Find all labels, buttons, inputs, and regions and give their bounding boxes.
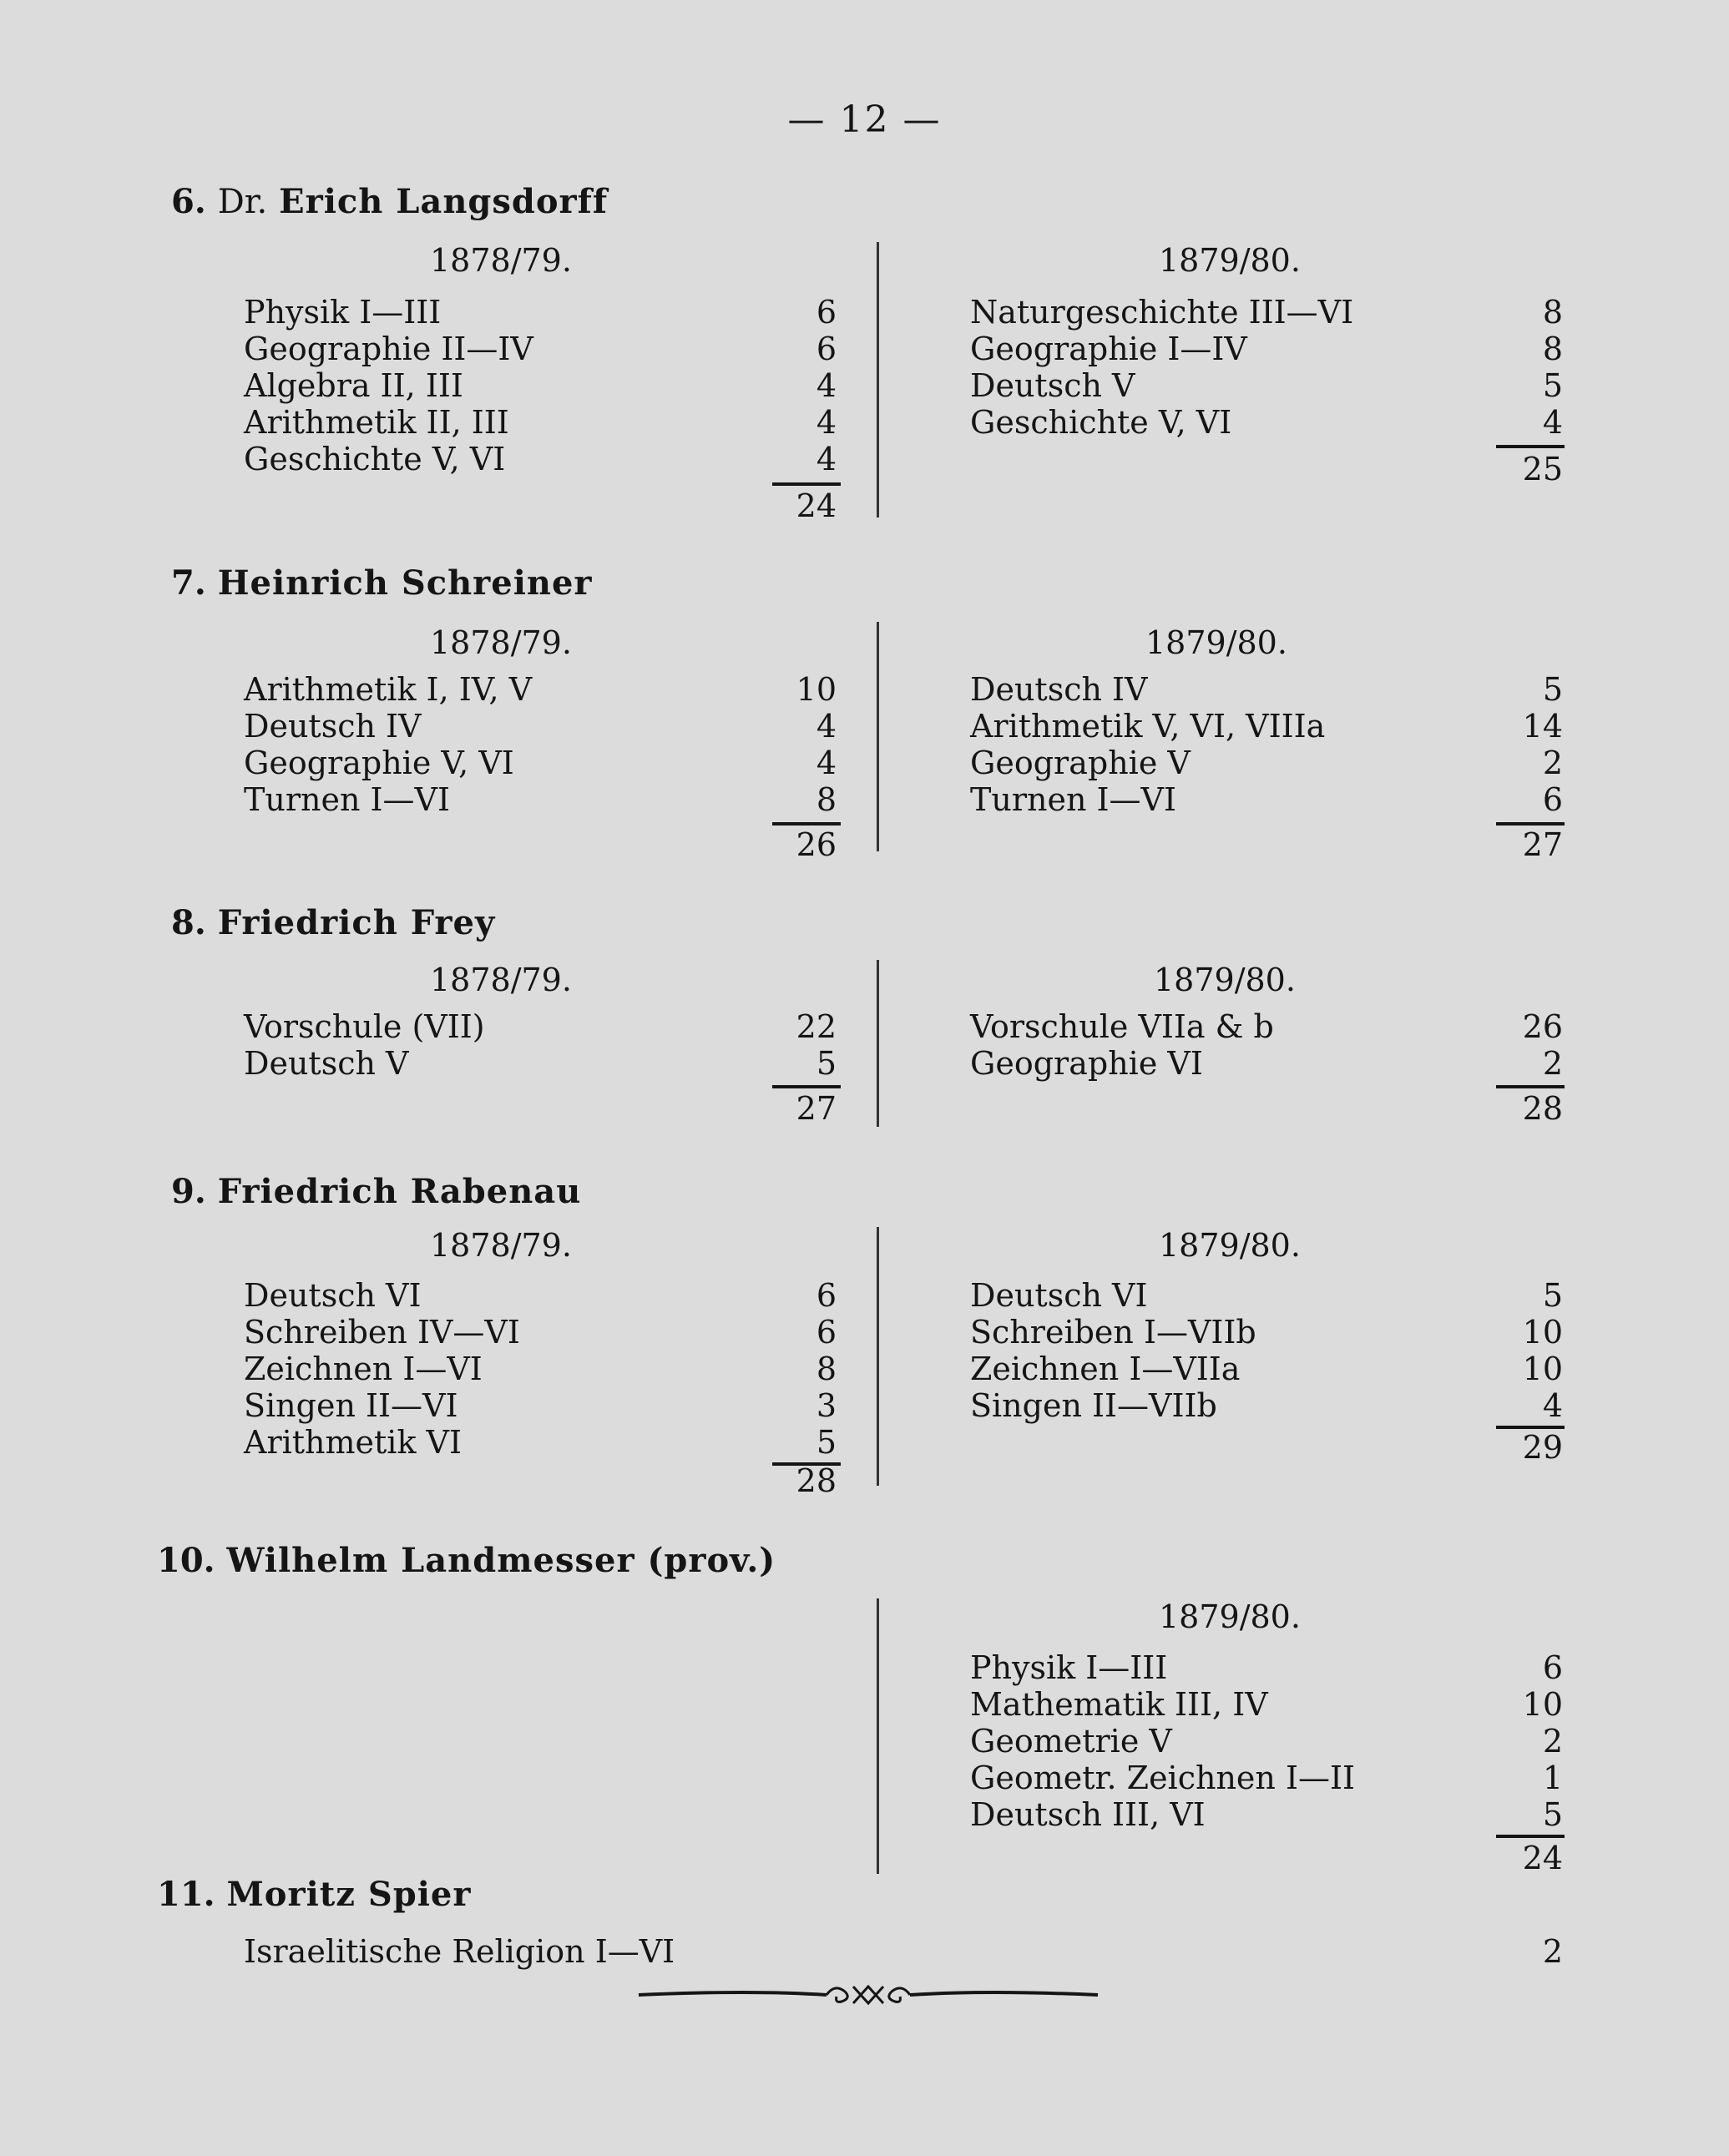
subject-label: Zeichnen I—VIIa — [970, 1351, 1241, 1387]
subject-label: Mathematik III, IV — [970, 1686, 1268, 1723]
hours-value: 10 — [1522, 1314, 1563, 1351]
sum-rule — [1496, 822, 1565, 826]
hours-value: 6 — [1542, 781, 1563, 818]
column-divider — [877, 1227, 879, 1486]
column-divider — [877, 960, 879, 1127]
subject-label: Deutsch V — [244, 1045, 409, 1082]
hours-value: 10 — [796, 671, 837, 708]
hours-value: 6 — [1542, 1649, 1563, 1686]
teacher-heading — [171, 1172, 581, 1211]
subject-label: Schreiben I—VIIb — [970, 1314, 1256, 1351]
hours-value: 5 — [816, 1045, 837, 1082]
hours-total: 27 — [1522, 826, 1563, 863]
teacher-name: Wilhelm Landmesser (prov.) — [226, 1541, 776, 1580]
subject-label: Geographie I—IV — [970, 331, 1247, 367]
hours-value: 5 — [816, 1424, 837, 1461]
hours-value: 4 — [816, 441, 837, 477]
teacher-heading — [157, 1541, 776, 1580]
subject-label: Deutsch III, VI — [970, 1796, 1206, 1833]
hours-value: 2 — [1542, 1723, 1563, 1760]
hours-value: 10 — [1522, 1686, 1563, 1723]
hours-value: 4 — [816, 404, 837, 441]
hours-value: 6 — [816, 1314, 837, 1351]
hours-value: 22 — [796, 1008, 837, 1045]
hours-total: 25 — [1522, 451, 1563, 487]
teacher-heading — [171, 182, 608, 221]
hours-value: 26 — [1522, 1008, 1563, 1045]
teacher-name: Heinrich Schreiner — [217, 563, 593, 603]
hours-value: 8 — [1542, 331, 1563, 367]
subject-label: Deutsch IV — [244, 708, 422, 745]
subject-label: Arithmetik II, III — [244, 404, 509, 441]
subject-label: Geometr. Zeichnen I—II — [970, 1760, 1356, 1796]
subject-label: Physik I—III — [970, 1649, 1168, 1686]
hours-value: 4 — [816, 745, 837, 781]
teacher-name: Erich Langsdorff — [279, 182, 609, 221]
teacher-heading — [157, 1875, 471, 1914]
teacher-name: Friedrich Rabenau — [217, 1172, 582, 1211]
year-label: 1879/80. — [1159, 1598, 1301, 1635]
hours-total: 24 — [1522, 1840, 1563, 1876]
hours-value: 8 — [1542, 294, 1563, 331]
subject-label: Physik I—III — [244, 294, 442, 331]
hours-value: 8 — [816, 1351, 837, 1387]
hours-value: 5 — [1542, 1277, 1563, 1314]
teacher-number: 11. — [157, 1875, 215, 1914]
hours-value: 6 — [816, 331, 837, 367]
hours-value: 6 — [816, 1277, 837, 1314]
subject-label: Deutsch V — [970, 367, 1135, 404]
subject-label: Israelitische Religion I—VI — [244, 1933, 675, 1970]
subject-label: Arithmetik V, VI, VIIIa — [970, 708, 1326, 745]
sum-rule — [772, 482, 841, 486]
ornament-divider — [634, 1978, 1102, 2012]
subject-label: Geschichte V, VI — [244, 441, 506, 477]
subject-label: Geometrie V — [970, 1723, 1172, 1760]
teacher-heading — [171, 903, 495, 942]
sum-rule — [772, 1085, 841, 1088]
hours-value: 5 — [1542, 1796, 1563, 1833]
hours-value: 14 — [1522, 708, 1563, 745]
subject-label: Vorschule VIIa & b — [970, 1008, 1274, 1045]
subject-label: Naturgeschichte III—VI — [970, 294, 1354, 331]
sum-rule — [1496, 1835, 1565, 1838]
hours-total: 29 — [1522, 1429, 1563, 1466]
hours-value: 8 — [816, 781, 837, 818]
column-divider — [877, 242, 879, 518]
subject-label: Vorschule (VII) — [244, 1008, 485, 1045]
year-label: 1878/79. — [430, 624, 572, 661]
subject-label: Geographie II—IV — [244, 331, 533, 367]
teacher-title: Dr. — [217, 183, 268, 221]
year-label: 1879/80. — [1159, 1227, 1301, 1264]
column-divider — [877, 622, 879, 851]
teacher-number: 6. — [171, 182, 206, 221]
hours-total: 27 — [796, 1090, 837, 1127]
subject-label: Turnen I—VI — [244, 781, 450, 818]
subject-label: Geographie V — [970, 745, 1191, 781]
year-label: 1879/80. — [1145, 624, 1287, 661]
hours-value: 1 — [1542, 1760, 1563, 1796]
page-number: — 12 — — [787, 98, 942, 141]
subject-label: Singen II—VI — [244, 1387, 458, 1424]
hours-total: 26 — [796, 826, 837, 863]
teacher-number: 7. — [171, 563, 206, 603]
subject-label: Algebra II, III — [244, 367, 463, 404]
subject-label: Singen II—VIIb — [970, 1387, 1217, 1424]
year-label: 1879/80. — [1154, 962, 1296, 998]
subject-label: Geographie V, VI — [244, 745, 514, 781]
teacher-heading — [171, 563, 593, 603]
year-label: 1879/80. — [1159, 242, 1301, 279]
teacher-number: 10. — [157, 1541, 215, 1580]
subject-label: Arithmetik VI — [244, 1424, 463, 1461]
hours-total: 24 — [796, 487, 837, 524]
hours-value: 2 — [1542, 1933, 1563, 1970]
hours-value: 10 — [1522, 1351, 1563, 1387]
hours-value: 2 — [1542, 745, 1563, 781]
sum-rule — [772, 822, 841, 826]
column-divider — [877, 1598, 879, 1874]
sum-rule — [1496, 1085, 1565, 1088]
year-label: 1878/79. — [430, 242, 572, 279]
hours-value: 4 — [816, 367, 837, 404]
hours-value: 2 — [1542, 1045, 1563, 1082]
hours-value: 3 — [816, 1387, 837, 1424]
subject-label: Schreiben IV—VI — [244, 1314, 520, 1351]
subject-label: Geschichte V, VI — [970, 404, 1232, 441]
subject-label: Turnen I—VI — [970, 781, 1176, 818]
hours-value: 4 — [1542, 404, 1563, 441]
hours-value: 4 — [816, 708, 837, 745]
subject-label: Deutsch VI — [244, 1277, 422, 1314]
hours-total: 28 — [796, 1462, 837, 1499]
year-label: 1878/79. — [430, 1227, 572, 1264]
teacher-number: 9. — [171, 1172, 206, 1211]
teacher-name: Moritz Spier — [226, 1875, 472, 1914]
hours-value: 6 — [816, 294, 837, 331]
hours-value: 5 — [1542, 367, 1563, 404]
year-label: 1878/79. — [430, 962, 572, 998]
teacher-name: Friedrich Frey — [217, 903, 496, 942]
subject-label: Geographie VI — [970, 1045, 1203, 1082]
subject-label: Arithmetik I, IV, V — [244, 671, 533, 708]
teacher-number: 8. — [171, 903, 206, 942]
hours-value: 5 — [1542, 671, 1563, 708]
hours-total: 28 — [1522, 1090, 1563, 1127]
subject-label: Zeichnen I—VI — [244, 1351, 483, 1387]
hours-value: 4 — [1542, 1387, 1563, 1424]
subject-label: Deutsch VI — [970, 1277, 1148, 1314]
sum-rule — [1496, 445, 1565, 448]
subject-label: Deutsch IV — [970, 671, 1148, 708]
